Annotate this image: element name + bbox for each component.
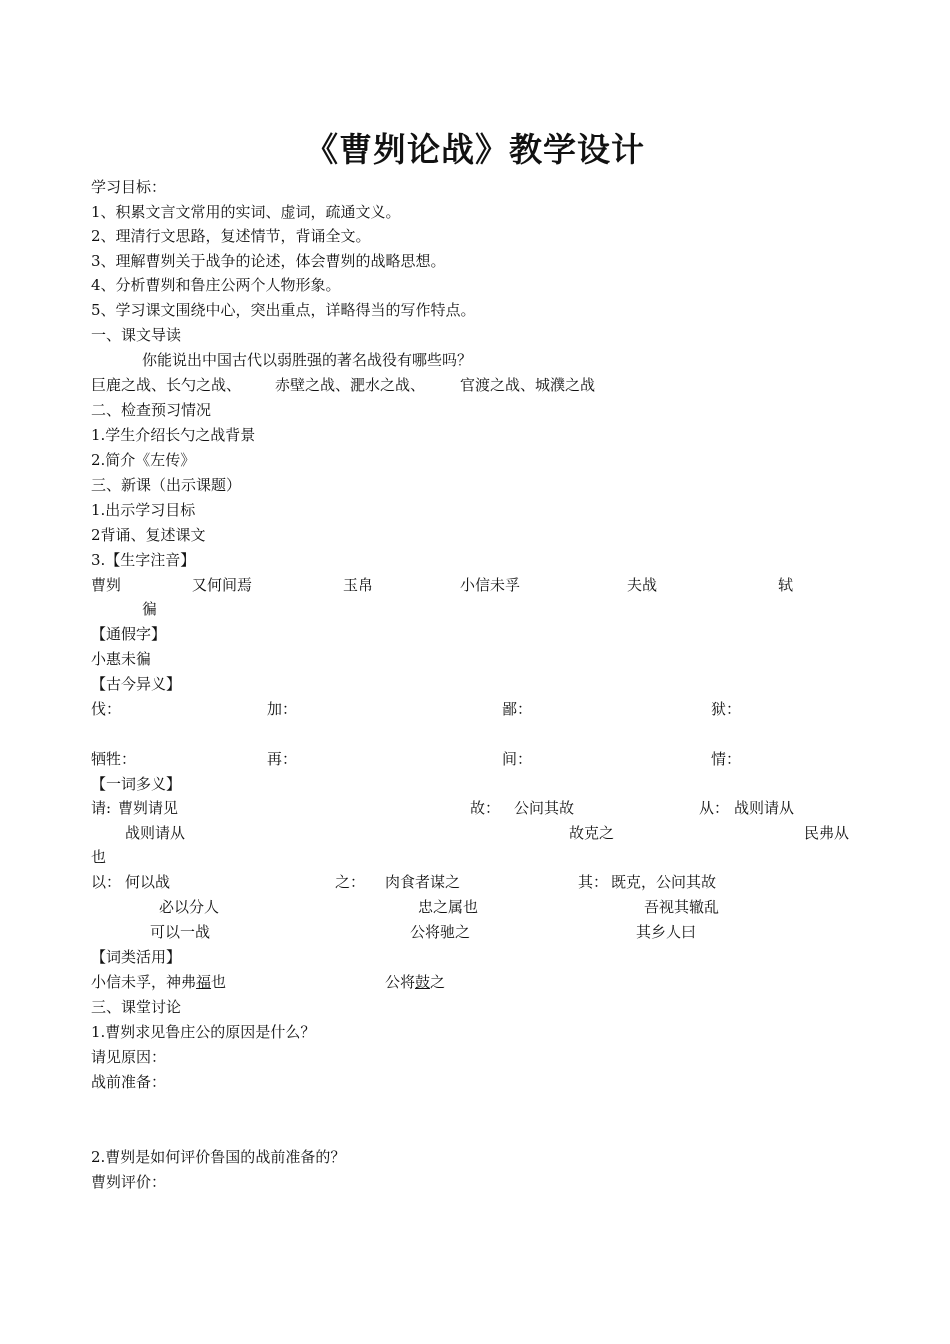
pinyin-word: 轼 — [778, 576, 794, 594]
tongjiazi-text: 小惠未徧 — [91, 650, 152, 668]
discussion-prompt: 战前准备： — [91, 1073, 167, 1091]
yici-heading: 【一词多义】 — [91, 775, 182, 793]
preview-item: 2.简介《左传》 — [91, 451, 196, 469]
yici-example: 公问其故 — [514, 799, 575, 817]
yici-example: 战则请从 — [734, 799, 795, 817]
page-title: 《曹刿论战》教学设计 — [305, 130, 645, 169]
gujin-term: 加： — [267, 700, 298, 718]
pinyin-word: 徧 — [142, 600, 158, 618]
gujin-term: 间： — [502, 750, 533, 768]
gujin-term: 情： — [711, 750, 742, 768]
yici-example: 吾视其辙乱 — [644, 898, 720, 916]
cilei-example-b — [385, 970, 445, 995]
yici-label: 从： — [699, 799, 730, 817]
yici-label: 请: — [91, 799, 112, 817]
yici-example: 其乡人曰 — [636, 923, 697, 941]
intro-question: 你能说出中国古代以弱胜强的著名战役有哪些吗？ — [142, 351, 473, 369]
pinyin-word: 小信未孚 — [460, 576, 521, 594]
yici-example: 忠之属也 — [418, 898, 479, 916]
yici-example: 何以战 — [125, 873, 171, 891]
discussion-question: 1.曹刿求见鲁庄公的原因是什么？ — [91, 1023, 316, 1041]
pinyin-word: 夫战 — [627, 576, 658, 594]
battle-group: 官渡之战、城濮之战 — [460, 376, 596, 394]
yici-label: 以： — [91, 873, 122, 891]
pinyin-word: 又何间焉 — [192, 576, 253, 594]
cilei-text: 之 — [430, 973, 446, 991]
gujin-heading: 【古今异义】 — [91, 675, 182, 693]
yici-example: 既克，公问其故 — [611, 873, 717, 891]
yici-example: 肉食者谋之 — [385, 873, 461, 891]
preview-heading: 二、检查预习情况 — [91, 401, 212, 419]
gujin-term: 狱： — [711, 700, 742, 718]
intro-heading: 一、课文导读 — [91, 326, 182, 344]
cilei-underlined: 福 — [196, 973, 212, 991]
newlesson-item: 2背诵、复述课文 — [91, 526, 206, 544]
gujin-term: 伐： — [91, 700, 122, 718]
gujin-term: 牺牲： — [91, 750, 137, 768]
yici-label: 其： — [578, 873, 609, 891]
goals-heading: 学习目标： — [91, 178, 167, 196]
discussion-prompt: 请见原因： — [91, 1048, 167, 1066]
battle-group: 赤壁之战、淝水之战、 — [275, 376, 426, 394]
gujin-term: 鄙： — [502, 700, 533, 718]
pinyin-word: 曹刿 — [91, 576, 122, 594]
yici-example: 公将驰之 — [410, 923, 471, 941]
yici-example: 也 — [91, 848, 107, 866]
yici-example: 民弗从 — [804, 824, 850, 842]
discussion-question: 2.曹刿是如何评价鲁国的战前准备的？ — [91, 1148, 346, 1166]
cilei-text: 小信未孚，神弗 — [91, 973, 197, 991]
newlesson-item: 3.【生字注音】 — [91, 551, 196, 569]
cilei-heading: 【词类活用】 — [91, 948, 182, 966]
yici-label: 故： — [470, 799, 501, 817]
tongjiazi-heading: 【通假字】 — [91, 625, 167, 643]
cilei-text: 也 — [211, 973, 227, 991]
newlesson-item: 1.出示学习目标 — [91, 501, 196, 519]
yici-example: 战则请从 — [125, 824, 186, 842]
goal-item: 2、理清行文思路，复述情节，背诵全文。 — [91, 227, 371, 245]
cilei-text: 公将 — [385, 973, 416, 991]
preview-item: 1.学生介绍长勺之战背景 — [91, 426, 256, 444]
yici-example: 可以一战 — [150, 923, 211, 941]
yici-example: 故克之 — [569, 824, 615, 842]
newlesson-heading: 三、新课（出示课题） — [91, 476, 242, 494]
goal-item: 4、分析曹刿和鲁庄公两个人物形象。 — [91, 276, 341, 294]
cilei-example-a — [91, 970, 226, 995]
cilei-underlined: 鼓 — [415, 973, 431, 991]
yici-label: 之： — [335, 873, 366, 891]
pinyin-word: 玉帛 — [343, 576, 374, 594]
yici-example: 曹刿请见 — [118, 799, 179, 817]
discussion-prompt: 曹刿评价： — [91, 1173, 167, 1191]
goal-item: 1、积累文言文常用的实词、虚词，疏通文义。 — [91, 203, 401, 221]
gujin-term: 再： — [267, 750, 298, 768]
battle-group: 巨鹿之战、长勺之战、 — [91, 376, 242, 394]
goal-item: 5、学习课文围绕中心，突出重点，详略得当的写作特点。 — [91, 301, 476, 319]
goal-item: 3、理解曹刿关于战争的论述，体会曹刿的战略思想。 — [91, 252, 446, 270]
yici-example: 必以分人 — [159, 898, 220, 916]
discussion-heading: 三、课堂讨论 — [91, 998, 182, 1016]
